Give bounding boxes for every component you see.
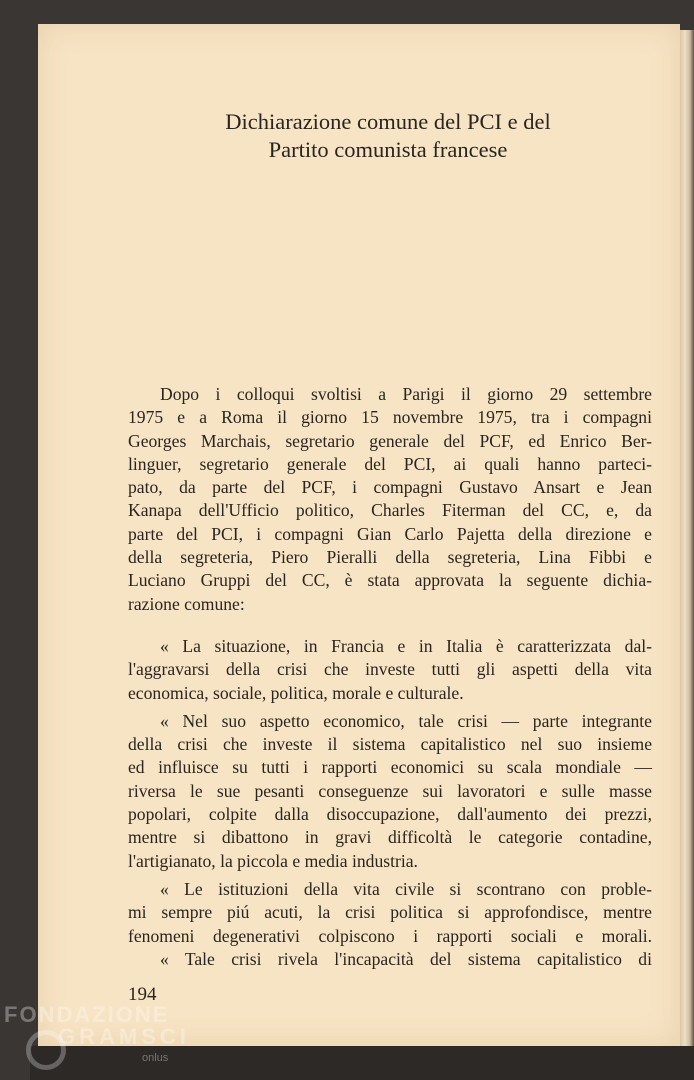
- title-line-2: Partito comunista francese: [268, 137, 508, 162]
- text-line: popolari, colpite dalla disoccupazione, dall'aumento dei prezzi,: [128, 804, 652, 825]
- text-line: riversa le sue pesanti conseguenze sui lavoratori e sulle masse: [128, 780, 652, 801]
- text-line: « Nel suo aspetto economico, tale crisi — parte integrante: [160, 710, 652, 731]
- text-line: parte del PCI, i compagni Gian Carlo Pajetta della direzione e: [128, 523, 652, 544]
- text-line: « La situazione, in Francia e in Italia è caratterizzata dal-: [160, 635, 652, 656]
- scan-background: [30, 1046, 694, 1080]
- text-line: Luciano Gruppi del CC, è stata approvata la seguente dichia-: [128, 570, 652, 591]
- text-line: pato, da parte del PCF, i compagni Gustavo Ansart e Jean: [128, 477, 652, 498]
- watermark-line-1: FONDAZIONE: [4, 1002, 170, 1027]
- text-line: Georges Marchais, segretario generale del PCF, ed Enrico Ber-: [128, 430, 652, 451]
- text-line: mentre si dibattono in gravi difficoltà le categorie contadine,: [128, 827, 652, 848]
- paragraph-1: [128, 635, 652, 705]
- paragraph-2: [128, 710, 652, 873]
- document-body: [128, 383, 652, 971]
- intro-paragraph: [128, 383, 652, 616]
- text-line: 1975 e a Roma il giorno 15 novembre 1975, tra i compagni: [128, 407, 652, 428]
- text-line: l'aggravarsi della crisi che investe tutti gli aspetti della vita: [128, 659, 652, 680]
- text-line: mi sempre piú acuti, la crisi politica si approfondisce, mentre: [128, 902, 652, 923]
- text-line: Dopo i colloqui svoltisi a Parigi il giorno 29 settembre: [160, 384, 652, 404]
- text-line: razione comune:: [128, 593, 245, 614]
- text-line: ed influisce su tutti i rapporti economici su scala mondiale —: [128, 757, 652, 778]
- paragraph-gap: [128, 616, 652, 635]
- text-line: « Le istituzioni della vita civile si scontrano con proble-: [160, 878, 652, 899]
- page-number: 194: [128, 984, 157, 1005]
- watermark-sub: onlus: [142, 1052, 169, 1064]
- page-edge: [680, 30, 694, 1080]
- text-line: « Tale crisi rivela l'incapacità del sistema capitalistico di: [160, 948, 652, 969]
- text-line: linguer, segretario generale del PCI, ai quali hanno parteci-: [128, 453, 652, 474]
- paragraph-3: [128, 878, 652, 948]
- watermark-line-2: GRAMSCI: [58, 1024, 190, 1049]
- text-line: l'artigianato, la piccola e media industria.: [128, 850, 418, 871]
- page-title: [90, 108, 686, 164]
- text-line: economica, sociale, politica, morale e culturale.: [128, 682, 464, 703]
- text-line: della crisi che investe il sistema capitalistico nel suo insieme: [128, 734, 652, 755]
- text-line: fenomeni degenerativi colpiscono i rapporti sociali e morali.: [128, 925, 652, 946]
- text-line: della segreteria, Piero Pieralli della segreteria, Lina Fibbi e: [128, 547, 652, 568]
- paragraph-4: [128, 948, 652, 971]
- title-line-1: Dichiarazione comune del PCI e del: [225, 109, 551, 134]
- text-line: Kanapa dell'Ufficio politico, Charles Fiterman del CC, e, da: [128, 500, 652, 521]
